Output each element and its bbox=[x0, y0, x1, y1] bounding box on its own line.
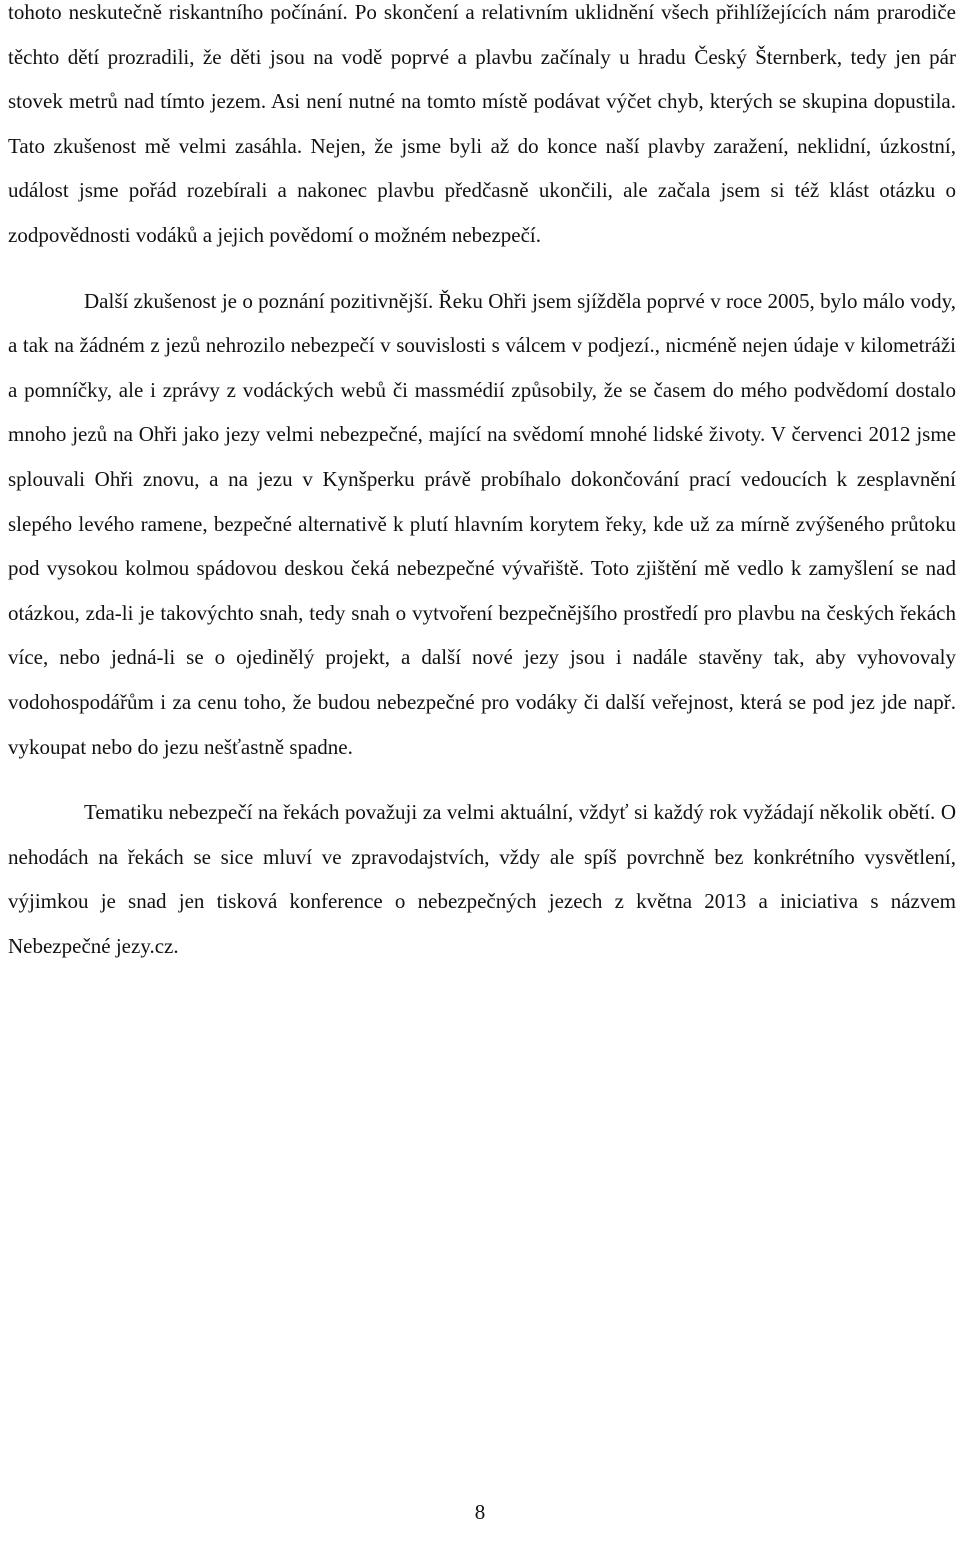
paragraph-1: tohoto neskutečně riskantního počínání. Po skončení a relativním uklidnění všech přihlížejících nám prarodiče těchto dětí prozradili, že děti jsou na vodě poprvé a plavbu začínaly u hradu Český Šternberk, tedy jen pár stovek metrů nad tímto jezem. Asi není nutné na tomto místě podávat výčet chyb, kterých se skupina dopustila. Tato zkušenost mě velmi zasáhla. Nejen, že jsme byli až do konce naší plavby zaražení, neklidní, úzkostní, událost jsme pořád rozebírali a nakonec plavbu předčasně ukončili, ale začala jsem si též klást otázku o zodpovědnosti vodáků a jejich povědomí o možném nebezpečí. bbox=[8, 0, 956, 247]
paragraph-2: Další zkušenost je o poznání pozitivnější. Řeku Ohři jsem sjížděla poprvé v roce 2005, bylo málo vody, a tak na žádném z jezů nehrozilo nebezpečí v souvislosti s válcem v podjezí., nicméně nejen údaje v kilometráži a pomníčky, ale i zprávy z vodáckých webů či massmédií způsobily, že se časem do mého podvědomí dostalo mnoho jezů na Ohři jako jezy velmi nebezpečné, mající na svědomí mnohé lidské životy. V červenci 2012 jsme splouvali Ohři znovu, a na jezu v Kynšperku právě probíhalo dokončování prací vedoucích k zesplavnění slepého levého ramene, bezpečné alternativě k plutí hlavním korytem řeky, kde už za mírně zvýšeného průtoku pod vysokou kolmou spádovou deskou čeká nebezpečné vývařiště. Toto zjištění mě vedlo k zamyšlení se nad otázkou, zda-li je takovýchto snah, tedy snah o vytvoření bezpečnějšího prostředí pro plavbu na českých řekách více, nebo jedná-li se o ojedinělý projekt, a další nové jezy jsou i nadále stavěny tak, aby vyhovovaly vodohospodářům i za cenu toho, že budou nebezpečné pro vodáky či další veřejnost, která se pod jez jde např. vykoupat nebo do jezu nešťastně spadne. bbox=[8, 288, 956, 759]
document-body bbox=[8, 0, 956, 968]
page-number: 8 bbox=[474, 1500, 486, 1524]
paragraph-3: Tematiku nebezpečí na řekách považuji za velmi aktuální, vždyť si každý rok vyžádají několik obětí. O nehodách na řekách se sice mluví ve zpravodajstvích, vždy ale spíš povrchně bez konkrétního vysvětlení, výjimkou je snad jen tisková konference o nebezpečných jezech z května 2013 a iniciativa s názvem Nebezpečné jezy.cz. bbox=[8, 800, 956, 958]
